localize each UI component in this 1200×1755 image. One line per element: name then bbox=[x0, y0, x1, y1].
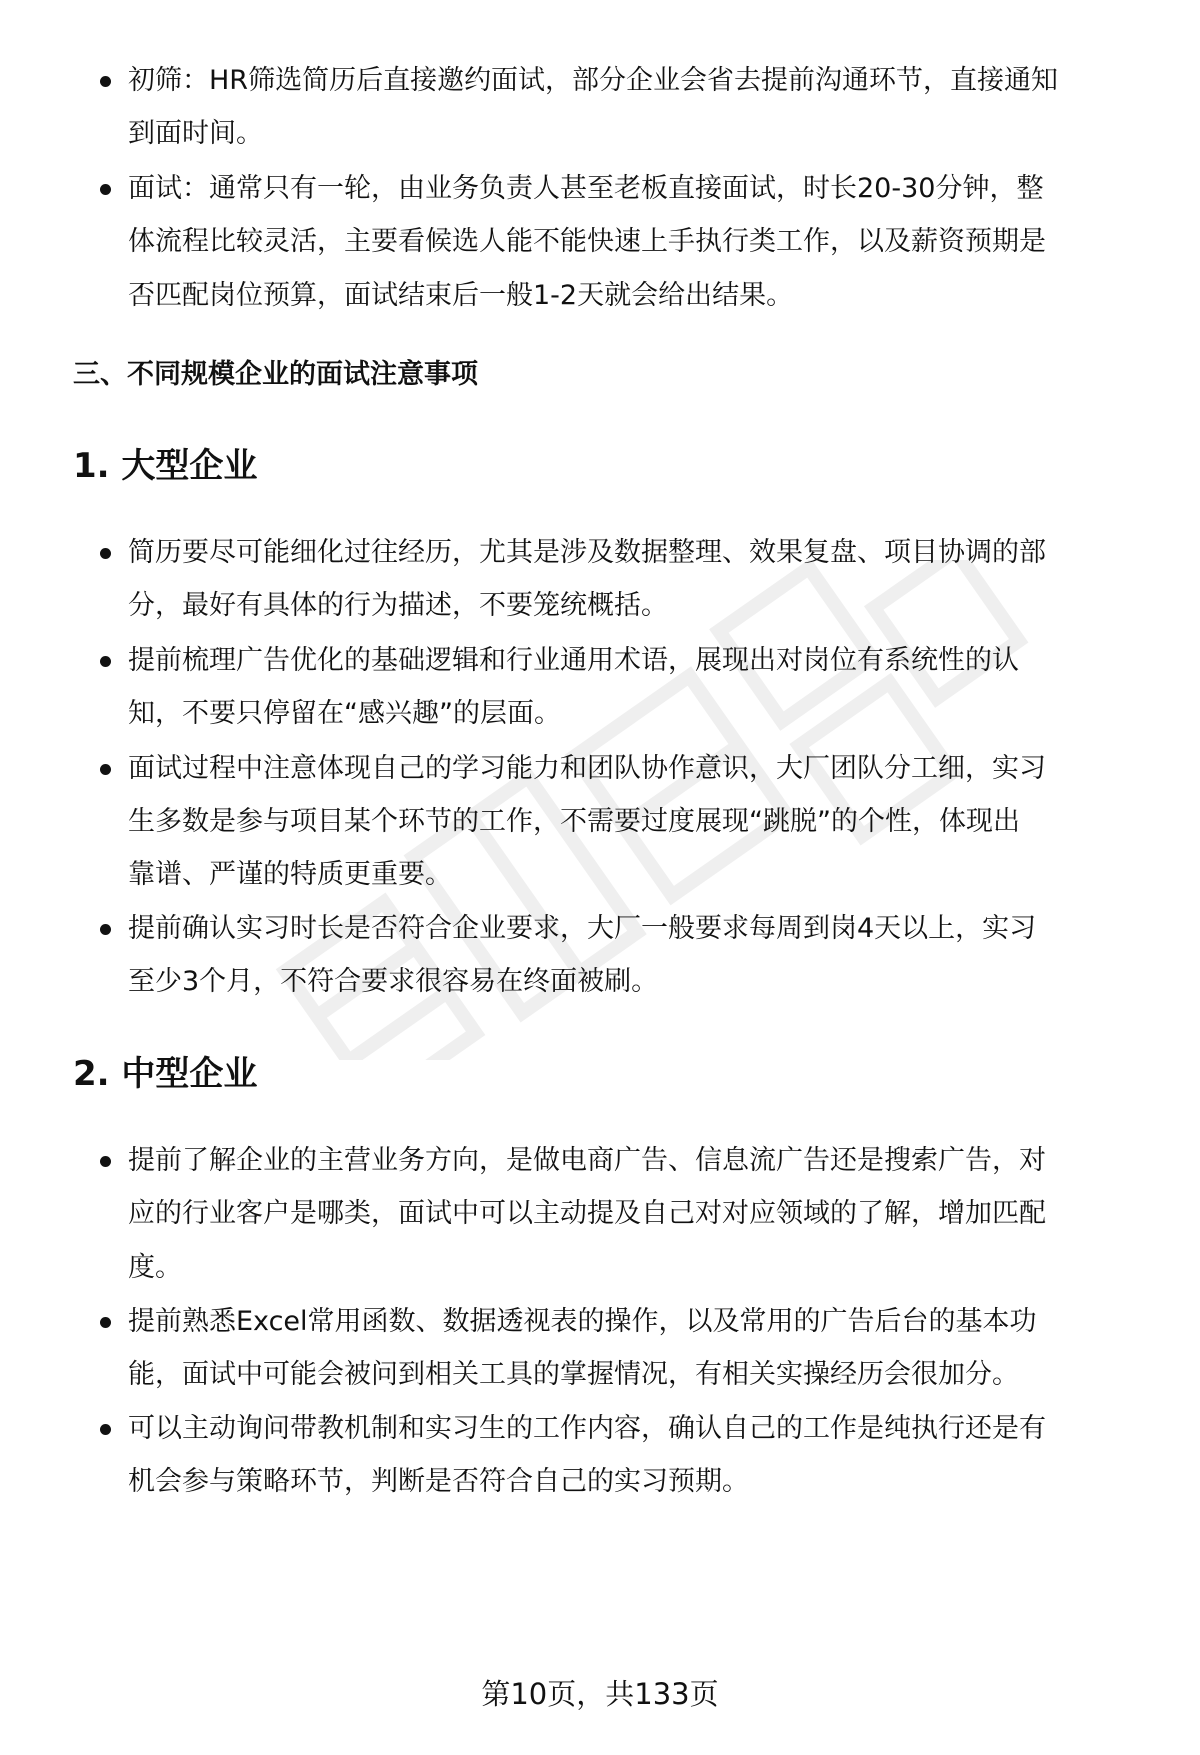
bullet-dot bbox=[100, 548, 111, 559]
list-item-line: 提前了解企业的主营业务方向，是做电商广告、信息流广告还是搜索广告，对 bbox=[128, 1145, 1046, 1176]
bullet-dot bbox=[100, 1156, 111, 1167]
list-item-line: 能，面试中可能会被问到相关工具的掌握情况，有相关实操经历会很加分。 bbox=[128, 1359, 1019, 1390]
list-item-line: 初筛：HR筛选简历后直接邀约面试，部分企业会省去提前沟通环节，直接通知 bbox=[128, 65, 1059, 96]
bullet-dot bbox=[100, 1317, 111, 1328]
list-item-line: 可以主动询问带教机制和实习生的工作内容，确认自己的工作是纯执行还是有 bbox=[128, 1413, 1046, 1444]
bullet-dot bbox=[100, 76, 111, 87]
section-heading: 三、不同规模企业的面试注意事项 bbox=[73, 359, 478, 390]
list-item-line: 面试：通常只有一轮，由业务负责人甚至老板直接面试，时长20-30分钟，整 bbox=[128, 173, 1044, 204]
list-item-line: 提前确认实习时长是否符合企业要求，大厂一般要求每周到岗4天以上，实习 bbox=[128, 913, 1037, 944]
list-item-line: 提前熟悉Excel常用函数、数据透视表的操作，以及常用的广告后台的基本功 bbox=[128, 1306, 1037, 1337]
list-item-line: 提前梳理广告优化的基础逻辑和行业通用术语，展现出对岗位有系统性的认 bbox=[128, 645, 1019, 676]
list-item-line: 机会参与策略环节，判断是否符合自己的实习预期。 bbox=[128, 1466, 749, 1497]
list-item-line: 体流程比较灵活，主要看候选人能不能快速上手执行类工作，以及薪资预期是 bbox=[128, 226, 1046, 257]
bullet-dot bbox=[100, 184, 111, 195]
list-item-line: 知，不要只停留在“感兴趣”的层面。 bbox=[128, 698, 561, 729]
bullet-dot bbox=[100, 1424, 111, 1435]
list-item-line: 面试过程中注意体现自己的学习能力和团队协作意识，大厂团队分工细，实习 bbox=[128, 753, 1046, 784]
page-number: 第10页，共133页 bbox=[481, 1677, 719, 1711]
list-item-line: 到面时间。 bbox=[128, 118, 263, 149]
bullet-dot bbox=[100, 656, 111, 667]
subsection-heading-medium: 2. 中型企业 bbox=[73, 1054, 258, 1094]
list-item-line: 应的行业客户是哪类，面试中可以主动提及自己对对应领域的了解，增加匹配 bbox=[128, 1198, 1046, 1229]
subsection-heading-large: 1. 大型企业 bbox=[73, 446, 258, 486]
list-item-line: 简历要尽可能细化过往经历，尤其是涉及数据整理、效果复盘、项目协调的部 bbox=[128, 537, 1046, 568]
list-item-line: 靠谱、严谨的特质更重要。 bbox=[128, 859, 452, 890]
list-item-line: 生多数是参与项目某个环节的工作，不需要过度展现“跳脱”的个性，体现出 bbox=[128, 806, 1020, 837]
list-item-line: 否匹配岗位预算，面试结束后一般1-2天就会给出结果。 bbox=[128, 280, 794, 311]
bullet-dot bbox=[100, 924, 111, 935]
list-item-line: 至少3个月，不符合要求很容易在终面被刷。 bbox=[128, 966, 659, 997]
list-item-line: 度。 bbox=[128, 1252, 182, 1283]
bullet-dot bbox=[100, 764, 111, 775]
list-item-line: 分，最好有具体的行为描述，不要笼统概括。 bbox=[128, 590, 668, 621]
